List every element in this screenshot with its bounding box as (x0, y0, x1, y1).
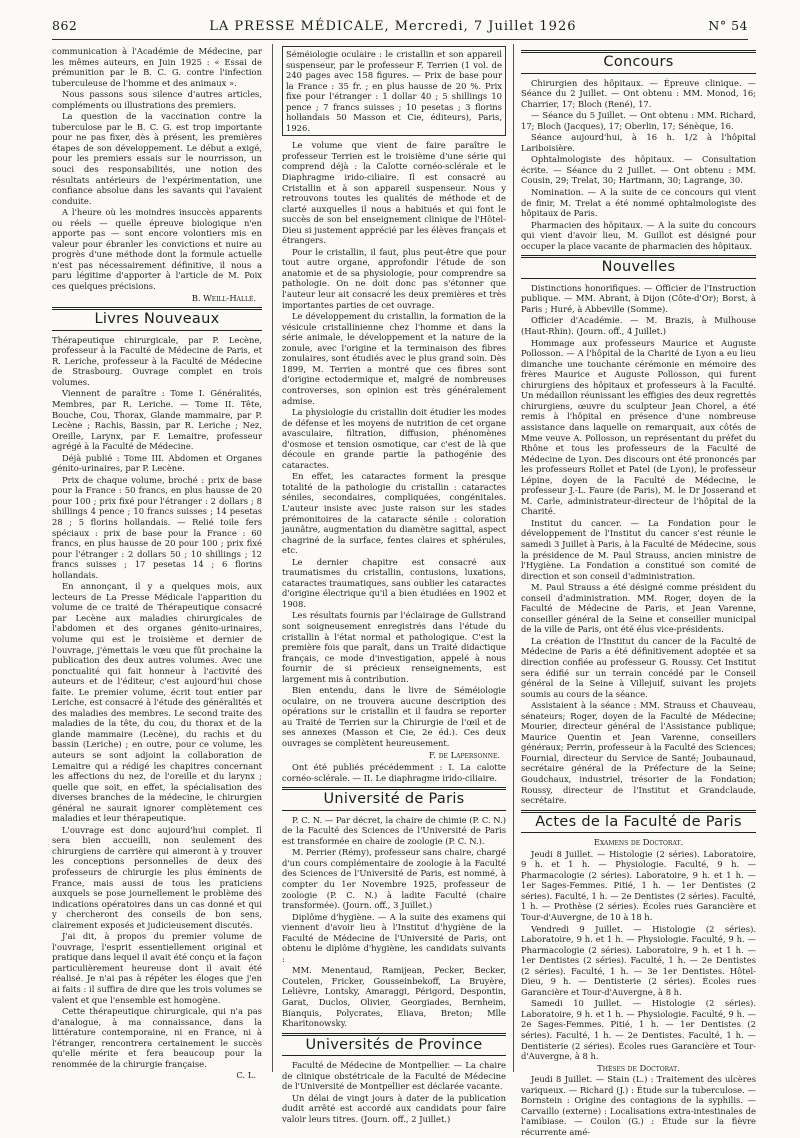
paragraph: Un délai de vingt jours à dater de la publication dudit arrêté est accordé aux candidats pour faire valoir leurs titres. (Journ. off., 2 Juillet.) (282, 1092, 506, 1124)
paragraph: Faculté de Médecine de Montpellier. — La chaire de clinique obstétricale de la Faculté de Médecine de l'Université de Montpellier est déclarée vacante. (282, 1060, 506, 1092)
section-title-universites-province: Universités de Province (282, 1033, 506, 1057)
paragraph: Institut du cancer. — La Fondation pour le développement de l'Institut du cancer s'est réunie le samedi 3 Juillet à Paris, à la Faculté de Médecine, sous la présidence de M. Paul Strauss, ancien ministre de l'Hygiène. La Fondation a constitué son comité de direction et son conseil d'administration. (521, 517, 756, 581)
paragraph: La physiologie du cristallin doit étudier les modes de défense et les moyens de nutrition de cet organe avasculaire, filtration, diffusion, phénomènes d'osmose et tension osmotique, car c'est de là que découle en grande partie la pathogénie des cataractes. (282, 407, 506, 470)
column-right (521, 46, 756, 1137)
column-divider-1 (272, 44, 273, 1072)
page-number: 862 (52, 18, 78, 33)
paragraph: Le dernier chapitre est consacré aux traumatismes du cristallin, contusions, luxations, cataractes traumatiques, sans oublier les cataractes d'origine électrique qu'il a bien étudiées en 1902 et 1908. (282, 556, 506, 609)
journal-title: LA PRESSE MÉDICALE, Mercredi, 7 Juillet 1926 (209, 19, 577, 34)
section-title-actes: Actes de la Faculté de Paris (521, 810, 756, 834)
paragraph: Assistaient à la séance : MM. Strauss et Chauveau, sénateurs; Roger, doyen de la Faculté de Médecine; Mourier, directeur général de l'Assistance publique; Maurice Quentin et Jean Varenne, conseillers généraux; Perrin, professeur à la Faculté des Sciences; Fournial, directeur du Service de Santé; Joubaunaud, secrétaire général de la Préfecture de la Seine; Goudchaux, industriel, trésorier de la Fondation; Roussy, directeur de l'Institut et Grandclaude, secrétaire. (521, 700, 756, 806)
paragraph: En effet, les cataractes forment la presque totalité de la pathologie du cristallin : cataractes séniles, secondaires, compliquées, congénitales. L'auteur insiste avec juste raison sur les stades prémonitoires de la cataracte sénile : coloration jaunâtre, augmentation du diamètre sagittal, aspect chagriné de la surface, fentes claires et sphérules, etc. (282, 471, 506, 556)
paragraph: Pour le cristallin, il faut, plus peut-être que pour tout autre organe, approfondir l'étude de son anatomie et de sa physiologie, pour comprendre sa pathologie. On ne doit donc pas s'étonner que l'auteur leur ait consacré les deux premières et très importantes parties de cet ouvrage. (282, 246, 506, 310)
paragraph: — Séance du 5 Juillet. — Ont obtenu : MM. Richard, 17; Bloch (Jacques), 17; Oberlin, 17; Sénèque, 16. (521, 110, 756, 131)
page-header (52, 18, 748, 36)
paragraph: Ont été publiés précédemment : I. La calotte cornéo-sclérale. — II. Le diaphragme irido-ciliaire. (282, 762, 506, 783)
paragraph: Officier d'Académie. — M. Brazis, à Mulhouse (Haut-Rhin). (Journ. off., 4 Juillet.) (521, 315, 756, 337)
subheading-examens: Examens de Doctorat. (593, 837, 684, 848)
signature: B. Weill-Hallé. (191, 292, 256, 303)
column-divider-2 (513, 44, 514, 1072)
paragraph: Cette thérapeutique chirurgicale, qui n'a pas d'analogue, à ma connaissance, dans la littérature contemporaine, ni en France, ni à l'étranger, rencontrera certainement le succès qu'elle mérite et fera beaucoup pour la renommée de la chirurgie française. (52, 1006, 262, 1069)
paragraph: communication à l'Académie de Médecine, par les mêmes auteurs, en Juin 1925 : « Essai de prémunition par le B. C. G. contre l'infection tuberculeuse de l'homme et des animaux ». (52, 46, 262, 88)
paragraph: En annonçant, il y a quelques mois, aux lecteurs de La Presse Médicale l'apparition du volume de ce traité de Thérapeutique consacré par Lecène aux maladies chirurgicales de l'abdomen et des organes génito-urinaires, volume qui est le troisième et dernier de l'ouvrage, j'émettais le vœu que fût prochaine la publication des deux autres volumes. Avec une ponctualité qui fait honneur à l'activité des auteurs et de l'éditeur, c'est aujourd'hui chose faite. Le premier volume, écrit tout entier par Leriche, est consacré à l'étude des généralités et des maladies des membres. Le second traite des maladies de la tête, du cou, du thorax et de la glande mammaire (Lecène), du rachis et du bassin (Leriche) ; en outre, pour ce volume, les auteurs se sont adjoint la collaboration de Lemaitre qui a rédigé les chapitres concernant les affections du nez, de l'oreille et du larynx ; quelle que soit, en effet, la spécialisation des diverses branches de la médecine, le chirurgien général ne saurait ignorer complètement ces maladies et leur thérapeutique. (52, 581, 262, 824)
column-left (52, 46, 262, 1081)
subheading-theses: Thèses de Doctorat. (597, 1062, 680, 1073)
section-title-universite-paris: Université de Paris (282, 787, 506, 811)
column-middle (282, 46, 506, 1124)
signature: C. L. (236, 1070, 256, 1081)
section-title-livres: Livres Nouveaux (52, 307, 262, 331)
paragraph: Pharmacien des hôpitaux. — A la suite du concours qui vient d'avoir lieu, M. Guillot est désigné pour occuper la place vacante de pharmacien des hôpitaux. (521, 219, 756, 251)
signature: F. de Lapersonne. (428, 749, 500, 760)
paragraph: Jeudi 8 Juillet. — Histologie (2 séries). Laboratoire, 9 h. et 1 h. — Physiologie. Faculté, 9 h. — Pharmacologie (2 séries). Laboratoire, 9 h. et 1 h. — 1er Sages-Femmes. Pitié, 1 h. — 1er Dentistes (2 séries). Faculté, 1 h. — 2e Dentistes (2 séries). Faculté, 1 h. — Prothèse (2 séries). Écoles rues Garancière et Tour-d'Auvergne, de 10 à 18 h. (521, 848, 756, 923)
paragraph: La question de la vaccination contre la tuberculose par le B. C. G. est trop importante pour ne pas fixer, dès à présent, les premières étapes de son développement. Le début a exigé, pour les premiers essais sur le nourrisson, un souci des responsabilités, une notion des résultats antérieurs de l'expérimentation, une confiance absolue dans les savants qui l'avaient conduite. (52, 111, 262, 206)
paragraph: P. C. N. — Par décret, la chaire de chimie (P. C. N.) de la Faculté des Sciences de l'Université de Paris est transformée en chaire de zoologie (P. C. N.). (282, 814, 506, 846)
section-title-concours: Concours (521, 50, 756, 74)
paragraph: MM. Menentaud, Ramijean, Pecker, Becker, Coutelen, Fricker, Gousseinbekoff, La Bruyère, Lelièvre, Lontsky, Amaraggi, Périgord, Despontin, Garat, Duclos, Olivier, Georgiades, Bernheim, Bianquis, Polycrates, Eliava, Breton; Mlle Kharitonowsky. (282, 965, 506, 1029)
section-title-nouvelles: Nouvelles (521, 255, 756, 279)
book-entry-box: Séméiologie oculaire : le cristallin et son appareil suspenseur, par le professeur F. Terrien (1 vol. de 240 pages avec 158 figures. — Prix de base pour la France : 35 fr. ; en plus hausse de 20 %. Prix fixe pour l'étranger : 1 dollar 40 ; 5 shillings 10 pence ; 7 francs suisses ; 10 pesetas ; 3 florins hollandais 50 Masson et Cie, éditeurs), Paris, 1926. (282, 46, 506, 136)
paragraph: M. Paul Strauss a été désigné comme président du conseil d'administration. MM. Roger, doyen de la Faculté de Médecine de Paris, et Jean Varenne, conseiller général de la Seine et conseiller municipal de la ville de Paris, ont été élus vice-présidents. (521, 582, 756, 635)
paragraph: Nous passons sous silence d'autres articles, compléments ou illustrations des premiers. (52, 89, 262, 110)
paragraph: Les résultats fournis par l'éclairage de Gullstrand sont soigneusement enregistrés dans l'étude du cristallin à l'état normal et pathologique. C'est la première fois que paraît, dans un Traité didactique français, ce mode d'investigation, appelé à nous fournir de si précieux renseignements, est largement mis à contribution. (282, 610, 506, 684)
paragraph: Séance aujourd'hui, à 16 h. 1/2 à l'hôpital Lariboisière. (521, 132, 756, 153)
paragraph: Diplôme d'hygiène. — A la suite des examens qui viennent d'avoir lieu à l'Institut d'hygiène de la Faculté de Médecine de l'Université de Paris, ont obtenu le diplôme d'hygiène, les candidats suivants : (282, 911, 506, 964)
paragraph: Prix de chaque volume, broché : prix de base pour la France : 50 francs, en plus hausse de 20 pour 100 ; prix fixé pour l'étranger : 2 dollars ; 8 shillings 4 pence ; 10 francs suisses ; 14 pesetas 28 ; 5 florins hollandais. — Relié toile fers spéciaux : prix de base pour la France : 60 francs, en plus hausse de 20 pour 100 ; prix fixé pour l'étranger : 2 dollars 50 ; 10 shillings ; 12 francs suisses ; 17 pesetas 14 ; 6 florins hollandais. (52, 474, 262, 580)
paragraph: Déjà publié : Tome III. Abdomen et Organes génito-urinaires, par P. Lecène. (52, 452, 262, 474)
paragraph: J'ai dit, à propos du premier volume de l'ouvrage, l'esprit essentiellement original et pratique dans lequel il avait été conçu et la façon particulièrement heureuse dont il avait été réalisé. Je n'ai pas à répéter les éloges que j'en ai faits : il suffira de dire que les trois volumes se valent et que l'ensemble est homogène. (52, 931, 262, 1005)
paragraph: Viennent de paraître : Tome I. Généralités, Membres, par R. Leriche. — Tome II. Tête, Bouche, Cou, Thorax, Glande mammaire, par P. Lecène ; Rachis, Bassin, par R. Leriche ; Nez, Oreille, Larynx, par F. Lemaitre, professeur agrégé à la Faculté de Médecine. (52, 388, 262, 452)
paragraph: Le volume que vient de faire paraître le professeur Terrien est le troisième d'une série qui comprend déjà : la Calotte cornéo-sclérale et le Diaphragme irido-ciliaire. Il est consacré au Cristallin et à son appareil suspenseur. Nous y retrouvons toutes les qualités de méthode et de clarté auxquelles il nous a habitués et qui font le succès de son bel enseignement clinique de l'Hôtel-Dieu si justement apprécié par les élèves français et étrangers. (282, 140, 506, 246)
paragraph: Jeudi 8 Juillet. — Stain (L.) : Traitement des ulcères variqueux. — Richard (J.) : Étude sur la tuberculose. — Bornstein : Origine des contagions de la syphilis. — Carvaillo (externe) : Localisations extra-intestinales de l'amibiase. — Coulon (G.) : Étude sur la fièvre récurrente amé- (521, 1074, 756, 1137)
paragraph: Bien entendu, dans le livre de Séméiologie oculaire, on ne trouvera aucune description des opérations sur le cristallin et il faudra se reporter au Traité de Terrien sur la Chirurgie de l'œil et de ses annexes (Masson et Cie, 2e éd.). Ces deux ouvrages se complètent heureusement. (282, 685, 506, 748)
issue-number: N° 54 (708, 18, 748, 33)
paragraph: Vendredi 9 Juillet. — Histologie (2 séries). Laboratoire, 9 h. et 1 h. — Physiologie. Faculté, 9 h. — Pharmacologie (2 séries). Laboratoire, 9 h. et 1 h. — 1er Dentistes (2 séries). Faculté, 1 h. — 2e Dentistes (2 séries). Faculté, 1 h. — 3e 1er Dentistes. Hôtel-Dieu, 9 h. — Dentisterie (2 séries). Écoles rues Garancière et Tour-d'Auvergne, à 8 h. (521, 923, 756, 997)
paragraph: Distinctions honorifiques. — Officier de l'Instruction publique. — MM. Abrant, à Dijon (Côte-d'Or); Borst, à Paris ; Huré, à Abbeville (Somme). (521, 282, 756, 314)
paragraph: Hommage aux professeurs Maurice et Auguste Pollosson. — A l'hôpital de la Charité de Lyon a eu lieu dimanche une touchante cérémonie en mémoire des frères Maurice et Auguste Pollosson, qui furent chirurgiens des hôpitaux et professeurs à la Faculté. Un médaillon réunissant les effigies des deux regrettés chirurgiens, œuvre du sculpteur Jean Chorel, a été remis à l'hôpital en présence d'une nombreuse assistance dans laquelle on remarquait, aux côtés de Mme veuve A. Pollosson, un représentant du préfet du Rhône et tous les professeurs de la Faculté de Médecine de Lyon. Des discours ont été prononcés par les professeurs Rollet et Patel (de Lyon), le professeur Lépine, doyen de la Faculté de Médecine, le professeur J.-L. Faure (de Paris), M. le Dr Josserand et M. Carle, administrateur-directeur de l'hôpital de la Charité. (521, 337, 756, 517)
paragraph: A l'heure où les moindres insuccès apparents ou réels — quelle épreuve biologique n'en apporte pas — sont encore volontiers mis en valeur pour ébranler les convictions et nuire au progrès d'une méthode dont la formule actuelle n'est pas nécessairement définitive, il nous a paru légitime d'apporter à l'article de M. Poix ces quelques précisions. (52, 207, 262, 292)
paragraph: Chirurgien des hôpitaux. — Épreuve clinique. — Séance du 2 Juillet. — Ont obtenu : MM. Monod, 16; Charrier, 17; Bloch (René), 17. (521, 77, 756, 109)
paragraph: Le développement du cristallin, la formation de la vésicule cristallinienne chez l'homme et dans la série animale, le développement et la nature de la zonule, avec l'origine et la terminaison des fibres zonulaires, sont étudiés avec le plus grand soin. Dès 1899, M. Terrien a montré que ces fibres sont d'origine ectodermique et, malgré de nombreuses controverses, son opinion est très généralement admise. (282, 311, 506, 406)
book-entry: Thérapeutique chirurgicale, par P. Lecène, professeur à la Faculté de Médecine de Paris, et R. Leriche, professeur à la Faculté de Médecine de Strasbourg. Ouvrage complet en trois volumes. (52, 334, 262, 387)
paragraph: L'ouvrage est donc aujourd'hui complet. Il sera bien accueilli, non seulement des chirurgiens de carrière qui aimeront à y trouver les conceptions personnelles de deux des professeurs de chirurgie les plus éminents de France, mais aussi de tous les praticiens auxquels se pose journellement le problème des indications opératoires dans un cas donné et qui y chercheront des conseils de bon sens, clairement exposés et judicieusement discutés. (52, 824, 262, 930)
paragraph: M. Perrier (Rémy), professeur sans chaire, chargé d'un cours complémentaire de zoologie à la Faculté des Sciences de l'Université de Paris, est nommé, à compter du 1er Novembre 1925, professeur de zoologie (P. C. N.) à ladite Faculté (chaire transformée). (Journ. off., 3 Juillet.) (282, 847, 506, 911)
paragraph: Nomination. — A la suite de ce concours qui vient de finir, M. Trelat a été nommé ophtalmologiste des hôpitaux de Paris. (521, 187, 756, 219)
header-rule (52, 39, 748, 40)
paragraph: Samedi 10 Juillet. — Histologie (2 séries). Laboratoire, 9 h. et 1 h. — Physiologie. Faculté, 9 h. — 2e Sages-Femmes. Pitié, 1 h. — 1er Dentistes (2 séries). Faculté, 1 h. — 2e Dentistes. Faculté, 1 h. — Dentisterie (2 séries). Écoles rues Garancière et Tour-d'Auvergne, à 8 h. (521, 998, 756, 1062)
paragraph: La création de l'Institut du cancer de la Faculté de Médecine de Paris a été définitivement adoptée et sa direction confiée au professeur G. Roussy. Cet Institut sera édifié sur un terrain concédé par le Conseil général de la Seine à Villejuif, suivant les projets soumis au cours de la séance. (521, 635, 756, 699)
paragraph: Ophtalmologiste des hôpitaux. — Consultation écrite. — Séance du 2 Juillet. — Ont obtenu : MM. Cousin, 29; Trelat, 30; Hartmann, 30; Lagrange, 30. (521, 154, 756, 186)
